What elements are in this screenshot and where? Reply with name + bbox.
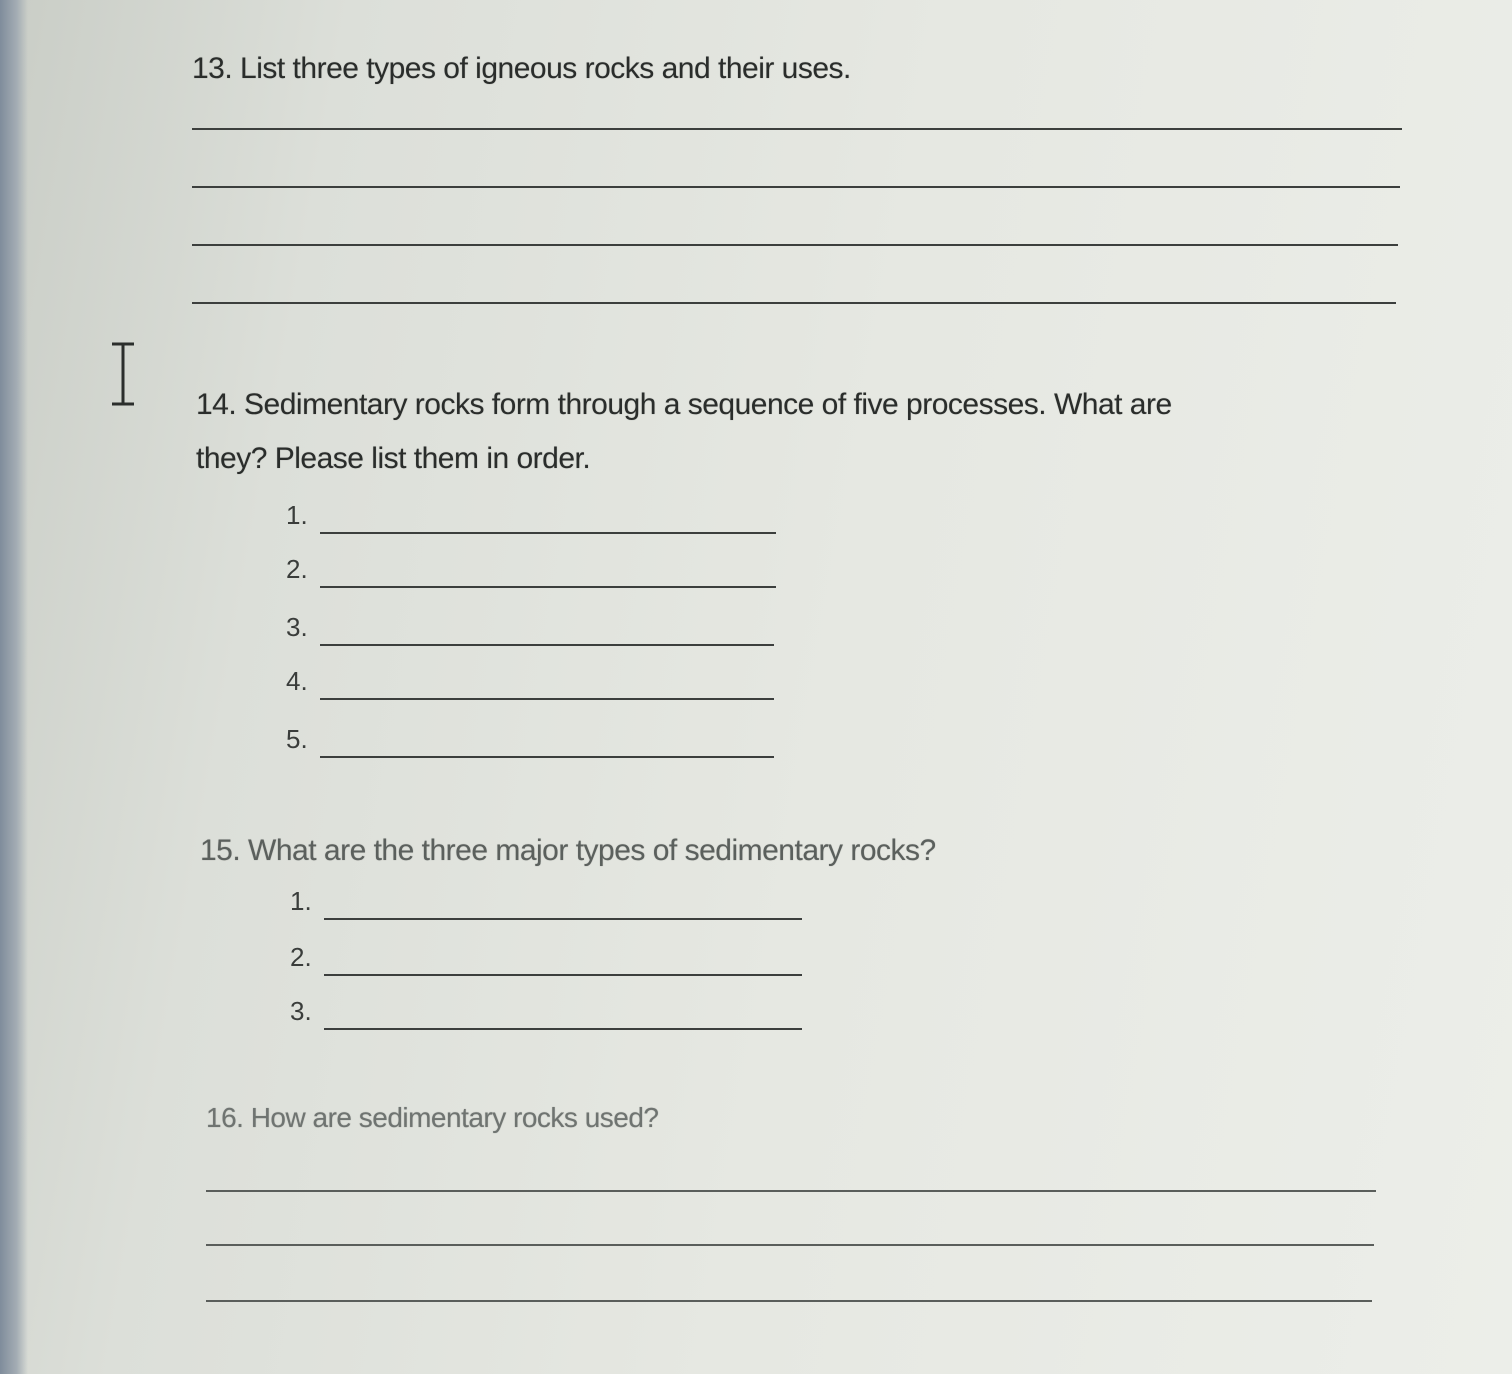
list-number: 2. bbox=[290, 942, 312, 972]
answer-blank[interactable] bbox=[324, 974, 802, 976]
list-number: 3. bbox=[286, 612, 308, 642]
list-number: 3. bbox=[290, 996, 312, 1026]
answer-line-16-2[interactable] bbox=[206, 1244, 1374, 1246]
list-number: 4. bbox=[286, 666, 308, 696]
question-14-line-2: they? Please list them in order. bbox=[196, 442, 591, 475]
list-number: 1. bbox=[286, 500, 308, 530]
answer-blank[interactable] bbox=[320, 532, 776, 534]
answer-blank[interactable] bbox=[320, 644, 774, 646]
answer-line-13-4[interactable] bbox=[192, 302, 1396, 304]
answer-blank[interactable] bbox=[324, 1028, 802, 1030]
list-number: 1. bbox=[290, 886, 312, 916]
list-number: 5. bbox=[286, 724, 308, 754]
answer-line-16-1[interactable] bbox=[206, 1190, 1376, 1192]
question-16: 16. How are sedimentary rocks used? bbox=[206, 1102, 659, 1133]
question-14 bbox=[196, 378, 1172, 486]
answer-blank[interactable] bbox=[320, 698, 774, 700]
question-13: 13. List three types of igneous rocks and their uses. bbox=[192, 52, 851, 85]
text-cursor-ibeam-icon bbox=[108, 342, 138, 406]
answer-blank[interactable] bbox=[320, 586, 776, 588]
answer-blank[interactable] bbox=[320, 756, 774, 758]
answer-blank[interactable] bbox=[324, 918, 802, 920]
answer-line-16-3[interactable] bbox=[206, 1300, 1372, 1302]
list-number: 2. bbox=[286, 554, 308, 584]
answer-line-13-1[interactable] bbox=[192, 128, 1402, 130]
answer-line-13-2[interactable] bbox=[192, 186, 1400, 188]
question-14-line-1: 14. Sedimentary rocks form through a sequence of five processes. What are bbox=[196, 388, 1172, 421]
answer-line-13-3[interactable] bbox=[192, 244, 1398, 246]
question-15: 15. What are the three major types of sedimentary rocks? bbox=[200, 834, 936, 867]
